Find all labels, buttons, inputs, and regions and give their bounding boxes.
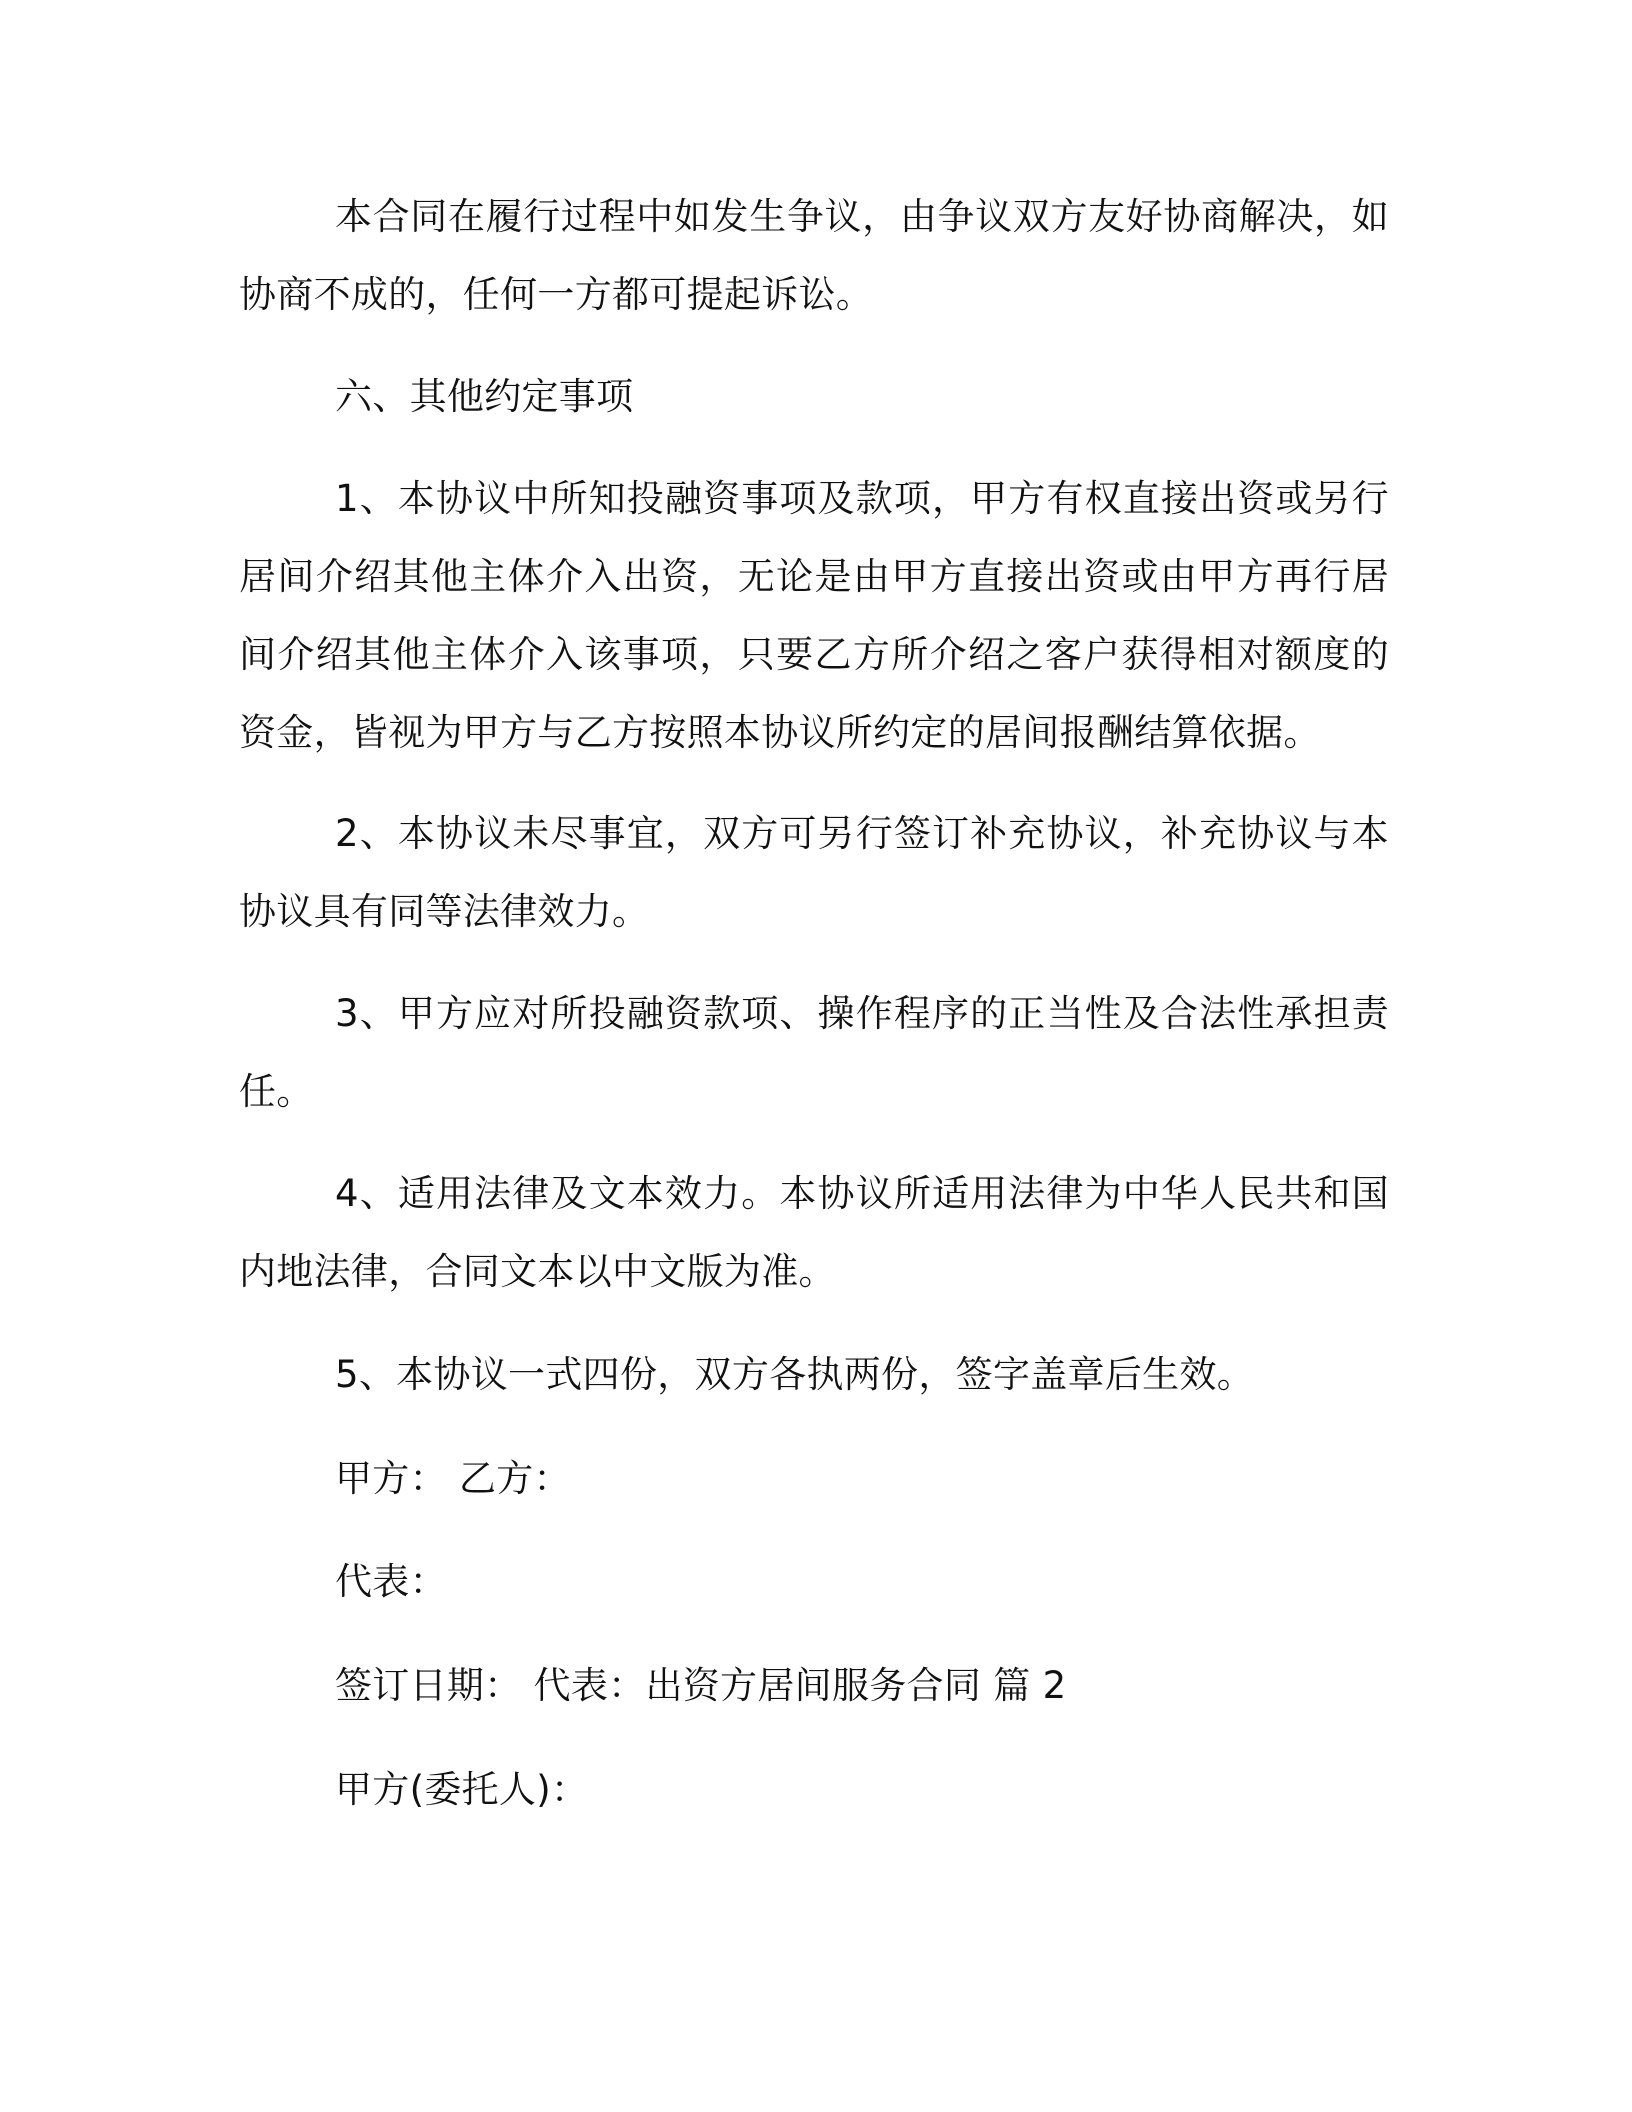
paragraph-clause-3: 3、甲方应对所投融资款项、操作程序的正当性及合法性承担责任。: [239, 992, 1389, 1113]
paragraph-clause-1: 1、本协议中所知投融资事项及款项，甲方有权直接出资或另行居间介绍其他主体介入出资，无论是由甲方直接出资或由甲方再行居间介绍其他主体介入该事项，只要乙方所介绍之客户获得相对额度的资金，皆视为甲方与乙方按照本协议所约定的居间报酬结算依据。: [239, 477, 1389, 754]
paragraph-clause-2: 2、本协议未尽事宜，双方可另行签订补充协议，补充协议与本协议具有同等法律效力。: [239, 812, 1389, 933]
section-heading-other-matters: 六、其他约定事项: [335, 375, 634, 418]
paragraph-clause-5: 5、本协议一式四份，双方各执两份，签字盖章后生效。: [335, 1353, 1255, 1396]
paragraph-dispute-resolution: 本合同在履行过程中如发生争议，由争议双方友好协商解决，如协商不成的，任何一方都可提起诉讼。: [239, 195, 1389, 316]
signature-date-line: 签订日期： 代表：出资方居间服务合同 篇 2: [335, 1664, 1067, 1707]
signature-representative-line: 代表：: [335, 1560, 447, 1603]
signature-parties-line: 甲方： 乙方：: [335, 1457, 571, 1500]
party-a-principal-line: 甲方(委托人)：: [335, 1768, 589, 1811]
paragraph-clause-4: 4、适用法律及文本效力。本协议所适用法律为中华人民共和国内地法律，合同文本以中文版为准。: [239, 1172, 1389, 1293]
